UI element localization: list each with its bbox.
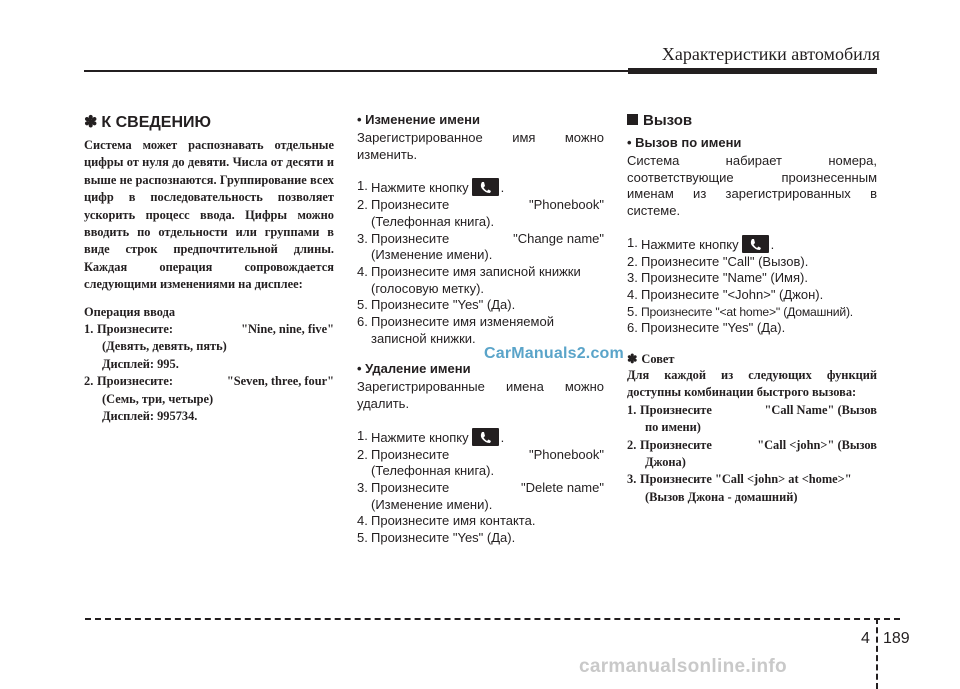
delete-title: • Удаление имени: [357, 361, 471, 377]
list-item: 1. Произнесите "Call Name" (Вызов по имени): [627, 402, 877, 435]
list-item: 3. Произнесите "Call <john> at <home>" (Вызов Джона - домашний): [627, 472, 852, 504]
list-item: 3. Произнесите "Change name" (Изменение имени).: [357, 230, 604, 263]
header-rule-accent: [628, 68, 877, 74]
list-item: 1. Нажмите кнопку .: [357, 178, 505, 196]
list-item: 1. Нажмите кнопку .: [627, 234, 775, 252]
list-item: 6. Произнесите "Yes" (Да).: [627, 320, 786, 336]
list-item: 1. Нажмите кнопку .: [357, 427, 505, 445]
call-section-heading: Вызов: [627, 112, 877, 129]
note-heading: [84, 112, 334, 132]
column-call: [627, 112, 877, 506]
tip-heading: ✽ Совет: [627, 352, 675, 367]
list-item: 5. Произнесите "Yes" (Да).: [357, 297, 516, 313]
page-number: 189: [883, 630, 910, 647]
list-item: 3. Произнесите "Name" (Имя).: [627, 270, 808, 286]
delete-text: Зарегистрированные имена можно удалить.: [357, 379, 604, 412]
footer-rule: [85, 618, 900, 620]
list-item: 6. Произнесите имя изменяемой записной книжки.: [357, 314, 554, 346]
input-steps-list: [84, 321, 334, 425]
list-item: 2. Произнесите "Phonebook" (Телефонная книга).: [357, 446, 604, 479]
list-item: 5. Произнесите "<at home>" (Домашний).: [627, 303, 853, 319]
column-phonebook: [357, 112, 604, 561]
list-item: 5. Произнесите "Yes" (Да).: [357, 530, 516, 546]
list-item: 2. Произнесите "Phonebook" (Телефонная книга).: [357, 197, 604, 229]
list-item: 4. Произнесите имя записной книжки (голосовую метку).: [357, 263, 581, 296]
list-item: 1. Произнесите: "Nine, nine, five" (Девять, девять, пять) Дисплей: 995.: [84, 322, 334, 371]
star-icon: ✽: [84, 114, 98, 131]
call-by-name-title: • Вызов по имени: [627, 135, 742, 150]
list-item: 2. Произнесите "Call <john>" (Вызов Джона): [627, 437, 877, 470]
tip-paragraph: Для каждой из следующих функций доступны комбинации быстрого вызова:: [627, 368, 877, 400]
delete-steps-list: [357, 428, 604, 547]
note-paragraph: Система может распознавать отдельные цифры от нуля до девяти. Числа от десяти и выше не распознаются. Группирование всех цифр в последовательность позволяет ускорить процесс ввода. Цифры можно вводить по отдельности или группами в виде строк предпочтительной длины. Каждая операция сопровождается следующими изменениями на дисплее:: [84, 138, 334, 292]
tip-items-list: [627, 402, 877, 506]
page-header-title: Характеристики автомобиля: [661, 44, 880, 64]
call-text: Система набирает номера, соответствующие произнесенным именам из зарегистрированных в системе.: [627, 153, 877, 219]
call-steps-list: [627, 235, 877, 337]
section-number: 4: [861, 630, 870, 647]
input-operation-heading: Операция ввода: [84, 304, 176, 319]
talk-button-icon: [742, 235, 769, 253]
list-item: 2. Произнесите "Call" (Вызов).: [627, 253, 809, 269]
talk-button-icon: [472, 178, 499, 196]
watermark-carmanuals: CarManuals2.com: [484, 345, 624, 362]
star-icon: ✽: [627, 352, 638, 367]
rename-title: • Изменение имени: [357, 112, 480, 127]
list-item: 2. Произнесите: "Seven, three, four" (Семь, три, четыре) Дисплей: 995734.: [84, 374, 334, 424]
column-note: [84, 112, 334, 426]
talk-button-icon: [472, 428, 499, 446]
list-item: 4. Произнесите имя контакта.: [357, 513, 536, 529]
list-item: 4. Произнесите "<John>" (Джон).: [627, 286, 824, 302]
watermark-carmanualsonline: carmanualsonline.info: [579, 656, 787, 677]
rename-text: Зарегистрированное имя можно изменить.: [357, 130, 604, 162]
note-title: К СВЕДЕНИЮ: [101, 114, 212, 131]
list-item: 3. Произнесите "Delete name" (Изменение имени).: [357, 479, 604, 512]
footer-divider: [876, 618, 878, 689]
square-bullet-icon: [627, 114, 638, 125]
rename-steps-list: [357, 178, 604, 347]
